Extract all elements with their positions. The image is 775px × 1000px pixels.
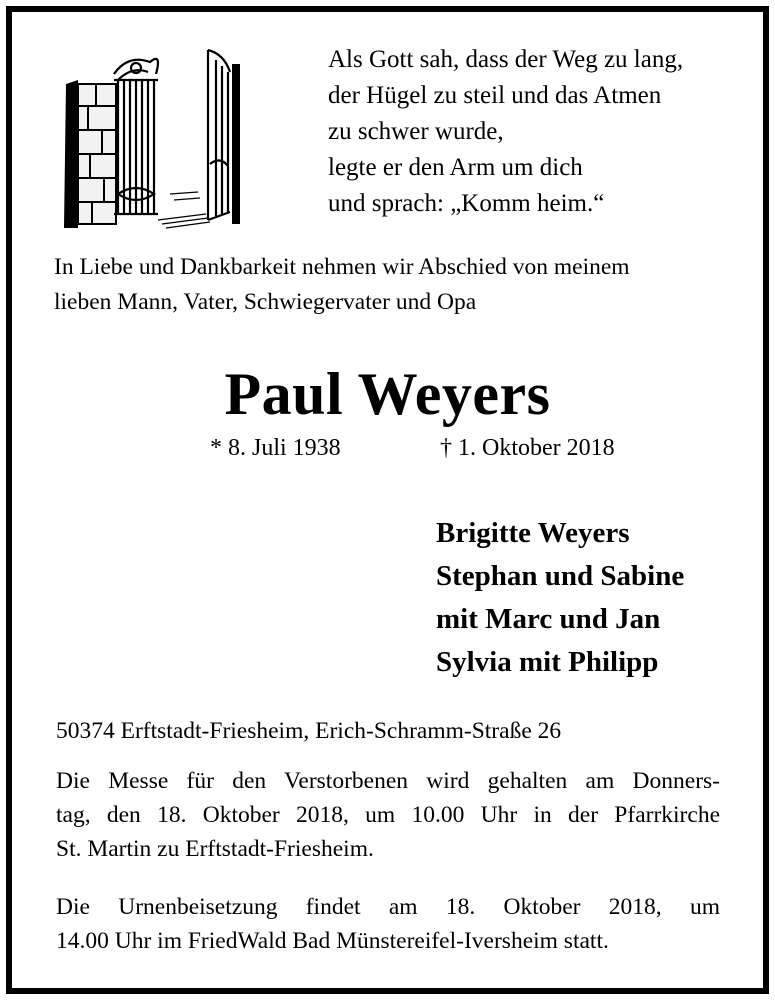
family-address: 50374 Erftstadt-Friesheim, Erich-Schramm-Straße 26 bbox=[56, 718, 562, 744]
death-date: † 1. Oktober 2018 bbox=[440, 435, 615, 461]
survivor-line: Brigitte Weyers bbox=[436, 517, 630, 549]
verse-line: und sprach: „Komm heim.“ bbox=[328, 190, 605, 217]
verse-line: Als Gott sah, dass der Weg zu lang, bbox=[328, 46, 684, 73]
stone-pillar bbox=[78, 84, 116, 224]
verse-line: legte er den Arm um dich bbox=[328, 154, 583, 181]
survivor-line: Sylvia mit Philipp bbox=[436, 646, 659, 678]
verse-line: der Hügel zu steil und das Atmen bbox=[328, 82, 662, 109]
left-gate-leaf bbox=[114, 59, 158, 214]
burial-line: 14.00 Uhr im FriedWald Bad Münstereifel-Iversheim statt. bbox=[56, 928, 609, 954]
mass-line: Die Messe für den Verstorbenen wird gehalten am Donners- bbox=[56, 768, 720, 794]
ground-shading bbox=[158, 192, 210, 228]
intro-line: In Liebe und Dankbarkeit nehmen wir Abschied von meinem bbox=[54, 254, 630, 280]
mass-line: tag, den 18. Oktober 2018, um 10.00 Uhr in der Pfarrkirche bbox=[56, 802, 720, 828]
right-gate-leaf bbox=[208, 50, 230, 220]
burial-line: Die Urnenbeisetzung findet am 18. Oktober 2018, um bbox=[56, 894, 720, 920]
open-gate-illustration bbox=[58, 44, 254, 232]
mass-announcement bbox=[56, 764, 720, 866]
survivors-list bbox=[436, 512, 756, 684]
burial-announcement bbox=[56, 890, 720, 958]
intro-text bbox=[54, 250, 734, 320]
intro-line: lieben Mann, Vater, Schwiegervater und Opa bbox=[54, 289, 477, 315]
mass-line: St. Martin zu Erftstadt-Friesheim. bbox=[56, 836, 374, 862]
survivor-line: mit Marc und Jan bbox=[436, 603, 661, 635]
verse-line: zu schwer wurde, bbox=[328, 118, 504, 145]
birth-date: * 8. Juli 1938 bbox=[210, 435, 341, 461]
deceased-name: Paul Weyers bbox=[224, 361, 551, 427]
survivor-line: Stephan und Sabine bbox=[436, 560, 685, 592]
verse-block bbox=[328, 42, 748, 222]
